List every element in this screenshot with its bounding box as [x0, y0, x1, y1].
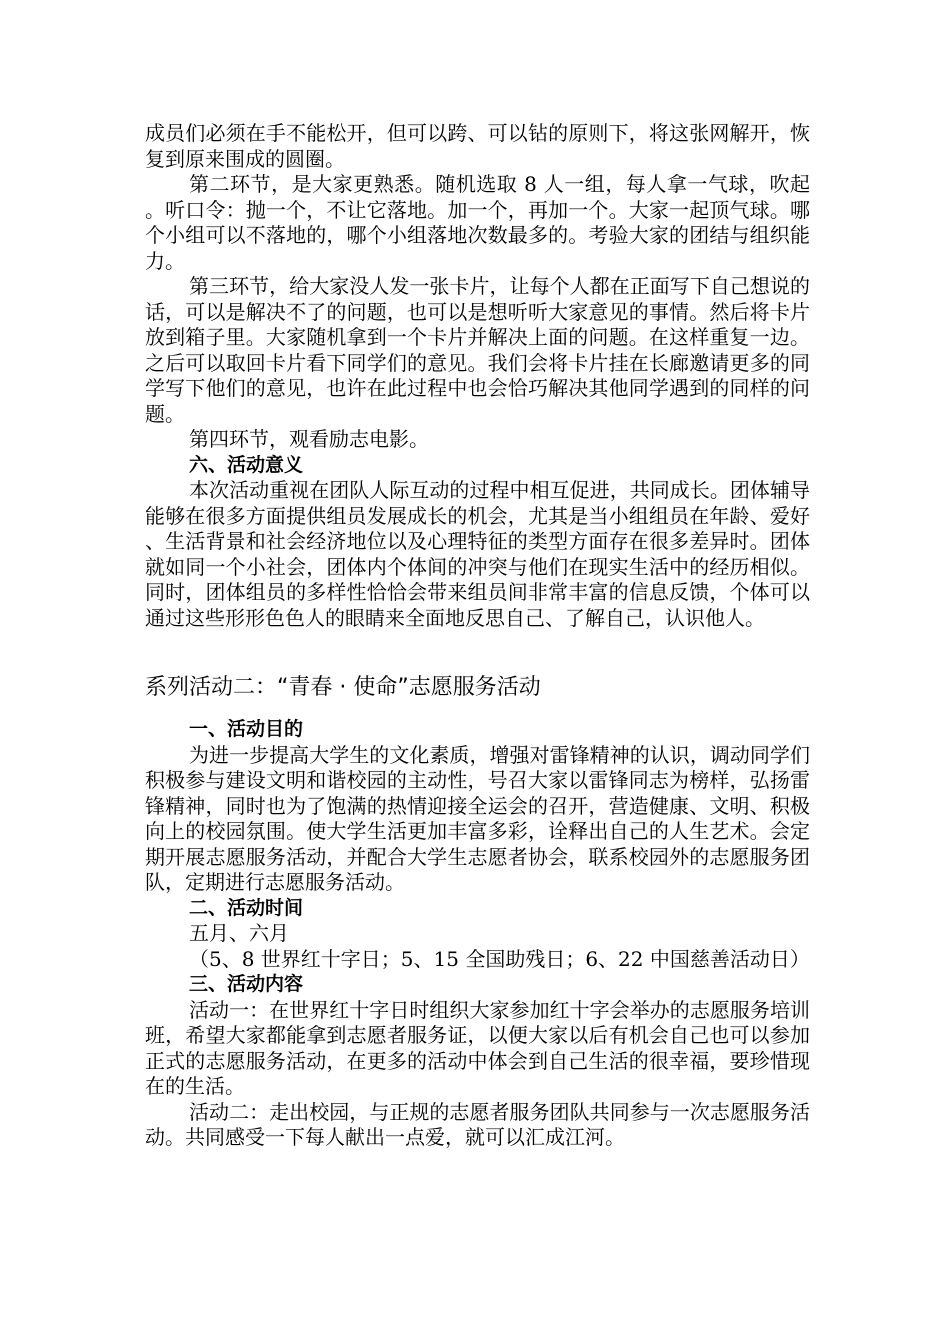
- document-page: [145, 121, 810, 1151]
- heading-activity-content: 三、活动内容: [189, 973, 304, 995]
- paragraph-activity-purpose: 为进一步提高大学生的文化素质，增强对雷锋精神的认识，调动同学们积极参与建设文明和谐校园的主动性，号召大家以雷锋同志为榜样，弘扬雷锋精神，同时也为了饱满的热情迎接全运会的召开，营造健康、文明、积极向上的校园氛围。使大学生活更加丰富多彩，诠释出自己的人生艺术。会定期开展志愿服务活动，并配合大学生志愿者协会，联系校园外的志愿服务团队，定期进行志愿服务活动。: [145, 742, 810, 894]
- paragraph-net-game-continuation: 成员们必须在手不能松开，但可以跨、可以钻的原则下，将这张网解开，恢复到原来围成的圆圈。: [145, 121, 810, 171]
- paragraph-activity-two: 活动二：走出校园，与正规的志愿者服务团队共同参与一次志愿服务活动。共同感受一下每人献出一点爱，就可以汇成江河。: [145, 1099, 810, 1149]
- paragraph-step-four: 第四环节，观看励志电影。: [189, 427, 429, 451]
- heading-activity-purpose: 一、活动目的: [189, 718, 304, 740]
- paragraph-activity-one: 活动一：在世界红十字日时组织大家参加红十字会举办的志愿服务培训班，希望大家都能拿到志愿者服务证，以便大家以后有机会自己也可以参加正式的志愿服务活动，在更多的活动中体会到自己生活的很幸福，要珍惜现在的生活。: [145, 997, 810, 1098]
- paragraph-activity-months: 五月、六月: [189, 921, 289, 945]
- heading-activity-significance: 六、活动意义: [189, 453, 304, 476]
- series-activity-two-title: 系列活动二：“青春 · 使命”志愿服务活动: [145, 675, 541, 700]
- paragraph-activity-dates: （5、8 世界红十字日；5、15 全国助残日；6、22 中国慈善活动日）: [189, 946, 810, 971]
- paragraph-activity-significance: 本次活动重视在团队人际互动的过程中相互促进，共同成长。团体辅导能够在很多方面提供组员发展成长的机会，尤其是当小组组员在年龄、爱好、生活背景和社会经济地位以及心理特征的类型方面存在很多差异时。团体就如同一个小社会，团体内个体间的冲突与他们在现实生活中的经历相似。同时，团体组员的多样性恰恰会带来组员间非常丰富的信息反馈，个体可以通过这些形形色色人的眼睛来全面地反思自己、了解自己，认识他人。: [145, 478, 810, 630]
- paragraph-step-three: 第三环节，给大家没人发一张卡片，让每个人都在正面写下自己想说的话，可以是解决不了的问题，也可以是想听听大家意见的事情。然后将卡片放到箱子里。大家随机拿到一个卡片并解决上面的问题。在这样重复一边。之后可以取回卡片看下同学们的意见。我们会将卡片挂在长廊邀请更多的同学写下他们的意见，也许在此过程中也会恰巧解决其他同学遇到的同样的问题。: [145, 274, 810, 426]
- paragraph-step-two: 第二环节，是大家更熟悉。随机选取 8 人一组，每人拿一气球，吹起。听口令：抛一个，不让它落地。加一个，再加一个。大家一起顶气球。哪个小组可以不落地的，哪个小组落地次数最多的。考验大家的团结与组织能力。: [145, 172, 810, 273]
- heading-activity-time: 二、活动时间: [189, 896, 304, 919]
